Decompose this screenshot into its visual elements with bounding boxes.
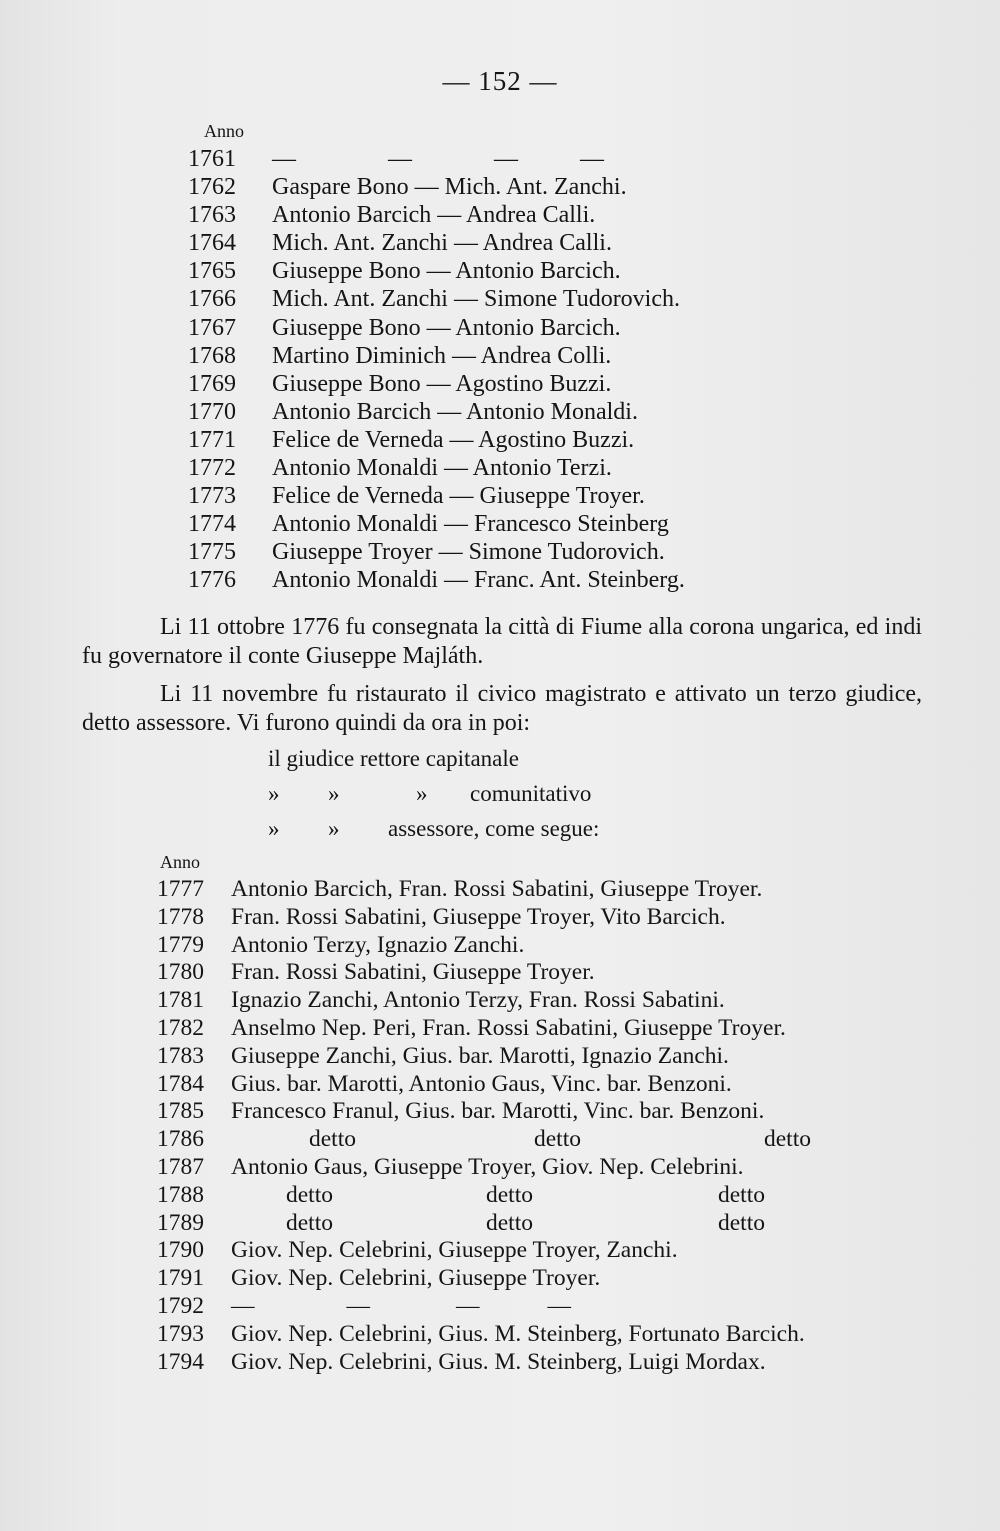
- detto: detto: [764, 1126, 811, 1153]
- entry-text: Francesco Franul, Gius. bar. Marotti, Vinc. bar. Benzoni.: [231, 1098, 765, 1125]
- entry-text: Felice de Verneda — Agostino Buzzi.: [272, 426, 635, 453]
- list-item: [188, 539, 828, 567]
- year: 1783: [157, 1042, 204, 1069]
- ditto-mark: »: [268, 816, 280, 841]
- list-item: [188, 146, 828, 174]
- year: 1765: [188, 258, 236, 285]
- dash-placeholder: [272, 146, 604, 173]
- list-item: [188, 286, 828, 314]
- entry-text: Giov. Nep. Celebrini, Gius. M. Steinberg, Luigi Mordax.: [231, 1348, 766, 1375]
- entry-text: Giuseppe Bono — Antonio Barcich.: [272, 314, 621, 341]
- year: 1772: [188, 455, 236, 482]
- year: 1771: [188, 426, 236, 453]
- year: 1779: [157, 931, 204, 958]
- dash: —: [231, 1292, 255, 1319]
- entry-text: Gius. bar. Marotti, Antonio Gaus, Vinc. bar. Benzoni.: [231, 1070, 732, 1097]
- ditto-mark: »: [268, 781, 280, 806]
- list-item: [188, 202, 828, 230]
- entry-text: Giov. Nep. Celebrini, Giuseppe Troyer, Zanchi.: [231, 1237, 678, 1264]
- list-item: [188, 427, 828, 455]
- year: 1790: [157, 1237, 204, 1264]
- list-item: [188, 399, 828, 427]
- detto: detto: [486, 1209, 533, 1236]
- dash: —: [346, 1292, 370, 1319]
- title-text: assessore, come segue:: [388, 816, 600, 841]
- judge-titles: [268, 746, 768, 851]
- entry-text: Antonio Barcich — Antonio Monaldi.: [272, 398, 638, 425]
- list-item: [157, 987, 937, 1015]
- anno-label-second-list: Anno: [160, 852, 200, 872]
- list-item: [188, 455, 828, 483]
- list-item: [157, 1349, 937, 1377]
- entry-text: Antonio Gaus, Giuseppe Troyer, Giov. Nep. Celebrini.: [231, 1153, 744, 1180]
- dash: —: [494, 146, 518, 172]
- year: 1788: [157, 1181, 204, 1208]
- second-year-list: [157, 876, 937, 1376]
- year: 1787: [157, 1153, 204, 1180]
- list-item: [188, 174, 828, 202]
- entry-text: Giuseppe Troyer — Simone Tudorovich.: [272, 539, 665, 566]
- list-item: [157, 1043, 937, 1071]
- ditto-mark: »: [328, 781, 340, 806]
- list-item: [188, 567, 828, 595]
- year: 1784: [157, 1070, 204, 1097]
- title-text: il giudice rettore capitanale: [268, 746, 519, 771]
- entry-text: Fran. Rossi Sabatini, Giuseppe Troyer, Vito Barcich.: [231, 903, 726, 930]
- detto: detto: [486, 1181, 533, 1208]
- entry-text: Giuseppe Bono — Agostino Buzzi.: [272, 370, 612, 397]
- anno-label-first-list: Anno: [204, 121, 244, 141]
- year: 1792: [157, 1292, 204, 1319]
- entry-text: Fran. Rossi Sabatini, Giuseppe Troyer.: [231, 959, 595, 986]
- list-item: [157, 1015, 937, 1043]
- detto: detto: [718, 1209, 765, 1236]
- entry-text: Antonio Terzy, Ignazio Zanchi.: [231, 931, 525, 958]
- year: 1782: [157, 1014, 204, 1041]
- year: 1776: [188, 567, 236, 594]
- list-item: [157, 1210, 937, 1238]
- year: 1775: [188, 539, 236, 566]
- year: 1767: [188, 314, 236, 341]
- dash: —: [272, 146, 296, 172]
- list-item: [188, 230, 828, 258]
- entry-text: Giuseppe Bono — Antonio Barcich.: [272, 258, 621, 285]
- year: 1793: [157, 1320, 204, 1347]
- entry-text: Anselmo Nep. Peri, Fran. Rossi Sabatini, Giuseppe Troyer.: [231, 1014, 786, 1041]
- title-text: comunitativo: [470, 781, 592, 806]
- entry-text: Mich. Ant. Zanchi — Simone Tudorovich.: [272, 286, 680, 313]
- list-item: [157, 1237, 937, 1265]
- year: 1770: [188, 398, 236, 425]
- year: 1781: [157, 987, 204, 1014]
- detto: detto: [309, 1126, 356, 1153]
- entry-text: Giov. Nep. Celebrini, Giuseppe Troyer.: [231, 1265, 601, 1292]
- entry-text: Gaspare Bono — Mich. Ant. Zanchi.: [272, 174, 627, 201]
- first-year-list: [188, 146, 828, 596]
- year: 1789: [157, 1209, 204, 1236]
- list-item: [157, 904, 937, 932]
- year: 1777: [157, 876, 204, 902]
- paragraph-2: Li 11 novembre fu ristaurato il civico magistrato e attivato un terzo giudice, detto assessore. Vi furono quindi da ora in poi:: [82, 681, 922, 736]
- paragraph-1: Li 11 ottobre 1776 fu consegnata la città di Fiume alla corona ungarica, ed indi fu governatore il conte Giuseppe Majláth.: [82, 614, 922, 669]
- list-item: [157, 1126, 937, 1154]
- dash: —: [547, 1292, 571, 1319]
- entry-text: Giuseppe Zanchi, Gius. bar. Marotti, Ignazio Zanchi.: [231, 1042, 729, 1069]
- list-item: [188, 483, 828, 511]
- year: 1766: [188, 286, 236, 313]
- dash-placeholder: [231, 1293, 571, 1320]
- year: 1786: [157, 1126, 204, 1153]
- entry-text: Antonio Monaldi — Antonio Terzi.: [272, 455, 612, 482]
- year: 1763: [188, 202, 236, 229]
- ditto-mark: »: [328, 816, 340, 841]
- entry-text: Mich. Ant. Zanchi — Andrea Calli.: [272, 230, 612, 257]
- detto-row: [231, 1182, 765, 1209]
- year: 1791: [157, 1265, 204, 1292]
- list-item: [157, 1071, 937, 1099]
- entry-text: Antonio Barcich — Andrea Calli.: [272, 202, 596, 229]
- entry-text: Antonio Monaldi — Francesco Steinberg: [272, 511, 669, 538]
- entry-text: Felice de Verneda — Giuseppe Troyer.: [272, 483, 645, 510]
- list-item: [157, 1293, 937, 1321]
- dash: —: [388, 146, 412, 172]
- entry-text: Antonio Monaldi — Franc. Ant. Steinberg.: [272, 567, 685, 594]
- list-item: [188, 343, 828, 371]
- year: 1769: [188, 370, 236, 397]
- list-item: [157, 1265, 937, 1293]
- list-item: [157, 932, 937, 960]
- year: 1774: [188, 511, 236, 538]
- detto: detto: [718, 1181, 765, 1208]
- list-item: [188, 371, 828, 399]
- dash: —: [456, 1292, 480, 1319]
- year: 1764: [188, 230, 236, 257]
- title-line-3: [268, 816, 768, 851]
- page-number: — 152 —: [442, 66, 558, 96]
- detto-row: [231, 1126, 811, 1153]
- list-item: [188, 511, 828, 539]
- year: 1768: [188, 342, 236, 369]
- list-item: [157, 876, 937, 904]
- detto: detto: [286, 1209, 333, 1236]
- list-item: [188, 315, 828, 343]
- detto: detto: [534, 1126, 581, 1153]
- list-item: [188, 258, 828, 286]
- list-item: [157, 959, 937, 987]
- dash: —: [580, 146, 604, 172]
- list-item: [157, 1321, 937, 1349]
- entry-text: Ignazio Zanchi, Antonio Terzy, Fran. Rossi Sabatini.: [231, 987, 725, 1014]
- year: 1773: [188, 483, 236, 510]
- list-item: [157, 1154, 937, 1182]
- entry-text: Antonio Barcich, Fran. Rossi Sabatini, Giuseppe Troyer.: [231, 876, 763, 902]
- year: 1762: [188, 174, 236, 201]
- year: 1785: [157, 1098, 204, 1125]
- detto-row: [231, 1210, 765, 1237]
- year: 1778: [157, 903, 204, 930]
- year: 1780: [157, 959, 204, 986]
- title-line-2: [268, 781, 768, 816]
- entry-text: Martino Diminich — Andrea Colli.: [272, 342, 612, 369]
- list-item: [157, 1098, 937, 1126]
- title-line-1: [268, 746, 768, 781]
- year: 1794: [157, 1348, 204, 1375]
- entry-text: Giov. Nep. Celebrini, Gius. M. Steinberg, Fortunato Barcich.: [231, 1320, 805, 1347]
- list-item: [157, 1182, 937, 1210]
- detto: detto: [286, 1181, 333, 1208]
- year: 1761: [188, 146, 236, 172]
- ditto-mark: »: [416, 781, 428, 806]
